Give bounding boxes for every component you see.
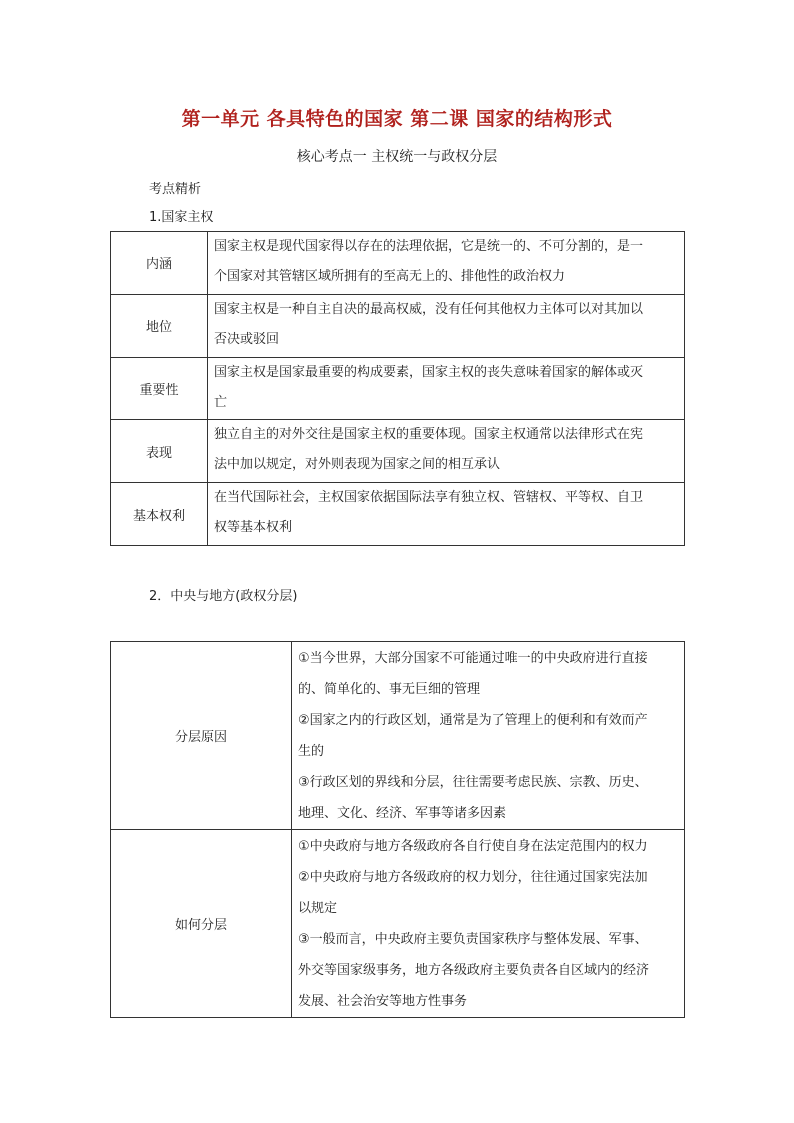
row-value-line: 生的 — [298, 744, 325, 759]
row-value — [292, 642, 685, 830]
row-value-line: ①中央政府与地方各级政府各自行使自身在法定范围内的权力 — [298, 839, 648, 854]
row-value-line: 否决或驳回 — [214, 331, 280, 347]
table-row — [111, 294, 685, 357]
row-key: 表现 — [111, 420, 208, 483]
row-value — [292, 830, 685, 1018]
row-value — [208, 294, 685, 357]
row-value-line: 国家主权是国家最重要的构成要素，国家主权的丧失意味着国家的解体或灭 — [214, 364, 644, 380]
row-value-line: 独立自主的对外交往是国家主权的重要体现。国家主权通常以法律形式在宪 — [214, 427, 644, 443]
table-row — [111, 420, 685, 483]
row-value-line: 国家主权是一种自主自决的最高权威，没有任何其他权力主体可以对其加以 — [214, 301, 644, 317]
page-title: 第一单元 各具特色的国家 第二课 国家的结构形式 — [181, 108, 613, 130]
table-row — [111, 642, 685, 830]
table-row — [111, 830, 685, 1018]
row-key: 重要性 — [111, 357, 208, 420]
row-value — [208, 357, 685, 420]
row-value-line: 地理、文化、经济、军事等诸多因素 — [298, 806, 507, 821]
row-value-line: 外交等国家级事务，地方各级政府主要负责各自区域内的经济 — [298, 963, 650, 978]
row-key: 如何分层 — [111, 830, 292, 1018]
table-row — [111, 357, 685, 420]
row-key: 分层原因 — [111, 642, 292, 830]
row-value-line: ①当今世界，大部分国家不可能通过唯一的中央政府进行直接 — [298, 651, 648, 666]
central-local-table — [110, 641, 685, 1018]
row-key: 内涵 — [111, 232, 208, 295]
row-key: 地位 — [111, 294, 208, 357]
section-label: 考点精析 — [149, 182, 202, 197]
row-key: 基本权利 — [111, 483, 208, 546]
row-value-line: 在当代国际社会，主权国家依据国际法享有独立权、管辖权、平等权、自卫 — [214, 490, 644, 506]
row-value-line: 法中加以规定，对外则表现为国家之间的相互承认 — [214, 457, 501, 473]
table-row — [111, 232, 685, 295]
row-value-line: 个国家对其管辖区域所拥有的至高无上的、排他性的政治权力 — [214, 269, 566, 284]
page-subtitle: 核心考点一 主权统一与政权分层 — [296, 149, 498, 165]
row-value — [208, 232, 685, 295]
row-value-line: ②国家之内的行政区划，通常是为了管理上的便利和有效而产 — [298, 713, 648, 728]
part1-heading: 1.国家主权 — [149, 210, 214, 225]
row-value-line: ②中央政府与地方各级政府的权力划分，往往通过国家宪法加 — [298, 870, 648, 885]
row-value-line: 的、简单化的、事无巨细的管理 — [298, 682, 481, 697]
row-value-line: 亡 — [214, 394, 228, 410]
part2-heading: 2．中央与地方(政权分层) — [149, 589, 298, 604]
row-value-line: ③一般而言，中央政府主要负责国家秩序与整体发展、军事、 — [298, 932, 648, 947]
row-value-line: 发展、社会治安等地方性事务 — [298, 994, 468, 1009]
row-value-line: ③行政区划的界线和分层，往往需要考虑民族、宗教、历史、 — [298, 775, 648, 790]
row-value — [208, 420, 685, 483]
table-row — [111, 483, 685, 546]
row-value-line: 以规定 — [298, 901, 338, 916]
row-value-line: 国家主权是现代国家得以存在的法理依据，它是统一的、不可分割的，是一 — [214, 239, 644, 254]
row-value-line: 权等基本权利 — [214, 520, 293, 536]
sovereignty-table — [110, 231, 685, 546]
row-value — [208, 483, 685, 546]
